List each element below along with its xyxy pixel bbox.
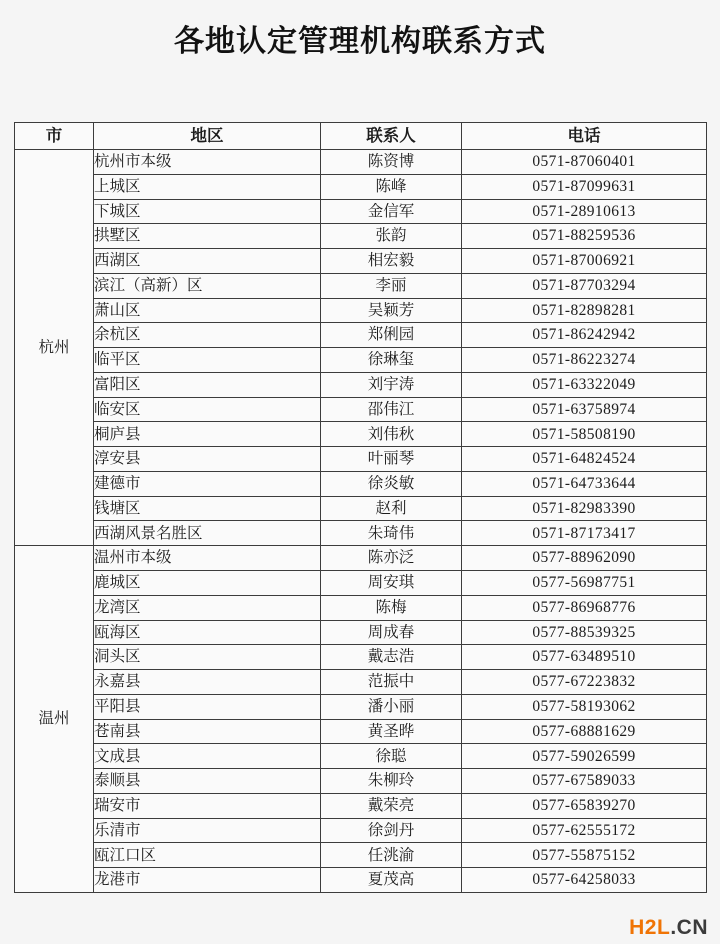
phone-cell: 0571-64824524 [462, 447, 707, 472]
table-header [15, 123, 707, 150]
table-row [15, 744, 707, 769]
phone-cell: 0577-55875152 [462, 843, 707, 868]
phone-cell: 0571-87006921 [462, 249, 707, 274]
phone-cell: 0571-87703294 [462, 273, 707, 298]
phone-cell: 0577-67589033 [462, 769, 707, 794]
contact-cell: 陈梅 [321, 595, 462, 620]
contact-cell: 周安琪 [321, 571, 462, 596]
table-row [15, 868, 707, 893]
table-row [15, 521, 707, 546]
table-row [15, 843, 707, 868]
contact-cell: 陈资博 [321, 150, 462, 175]
phone-cell: 0571-88259536 [462, 224, 707, 249]
contact-table [14, 122, 707, 893]
table-row [15, 174, 707, 199]
contact-cell: 金信军 [321, 199, 462, 224]
table-row [15, 199, 707, 224]
district-cell: 杭州市本级 [94, 150, 321, 175]
phone-cell: 0577-68881629 [462, 719, 707, 744]
contact-cell: 吴颖芳 [321, 298, 462, 323]
watermark-brand: H2L [629, 916, 671, 939]
district-cell: 西湖风景名胜区 [94, 521, 321, 546]
contact-cell: 陈峰 [321, 174, 462, 199]
contact-cell: 刘宇涛 [321, 372, 462, 397]
district-cell: 平阳县 [94, 694, 321, 719]
phone-cell: 0577-58193062 [462, 694, 707, 719]
table-row [15, 273, 707, 298]
phone-cell: 0577-63489510 [462, 645, 707, 670]
table-row [15, 397, 707, 422]
phone-cell: 0577-62555172 [462, 818, 707, 843]
phone-cell: 0577-88962090 [462, 546, 707, 571]
phone-cell: 0577-65839270 [462, 793, 707, 818]
table-row [15, 670, 707, 695]
watermark-suffix: .CN [670, 916, 708, 939]
contact-cell: 李丽 [321, 273, 462, 298]
district-cell: 上城区 [94, 174, 321, 199]
phone-cell: 0577-86968776 [462, 595, 707, 620]
contact-cell: 戴志浩 [321, 645, 462, 670]
district-cell: 苍南县 [94, 719, 321, 744]
district-cell: 钱塘区 [94, 496, 321, 521]
district-cell: 滨江（高新）区 [94, 273, 321, 298]
phone-cell: 0571-87060401 [462, 150, 707, 175]
table-row [15, 447, 707, 472]
phone-cell: 0571-64733644 [462, 471, 707, 496]
table-row [15, 249, 707, 274]
city-cell: 杭州 [15, 150, 94, 546]
district-cell: 临安区 [94, 397, 321, 422]
contact-cell: 叶丽琴 [321, 447, 462, 472]
phone-cell: 0571-87173417 [462, 521, 707, 546]
contact-cell: 徐炎敏 [321, 471, 462, 496]
district-cell: 永嘉县 [94, 670, 321, 695]
district-cell: 拱墅区 [94, 224, 321, 249]
district-cell: 瑞安市 [94, 793, 321, 818]
phone-cell: 0571-28910613 [462, 199, 707, 224]
table-row [15, 422, 707, 447]
header-district: 地区 [94, 123, 321, 150]
contact-cell: 赵利 [321, 496, 462, 521]
phone-cell: 0571-58508190 [462, 422, 707, 447]
district-cell: 萧山区 [94, 298, 321, 323]
contact-cell: 任洮渝 [321, 843, 462, 868]
district-cell: 临平区 [94, 348, 321, 373]
district-cell: 温州市本级 [94, 546, 321, 571]
table-row [15, 694, 707, 719]
contact-cell: 周成春 [321, 620, 462, 645]
phone-cell: 0571-86242942 [462, 323, 707, 348]
table-row [15, 348, 707, 373]
contact-cell: 朱柳玲 [321, 769, 462, 794]
table-row [15, 620, 707, 645]
contact-cell: 范振中 [321, 670, 462, 695]
contact-cell: 夏茂高 [321, 868, 462, 893]
district-cell: 下城区 [94, 199, 321, 224]
district-cell: 西湖区 [94, 249, 321, 274]
header-city: 市 [15, 123, 94, 150]
district-cell: 泰顺县 [94, 769, 321, 794]
phone-cell: 0571-86223274 [462, 348, 707, 373]
contact-cell: 戴荣亮 [321, 793, 462, 818]
table-row [15, 150, 707, 175]
phone-cell: 0577-67223832 [462, 670, 707, 695]
phone-cell: 0577-56987751 [462, 571, 707, 596]
table-row [15, 818, 707, 843]
district-cell: 瓯江口区 [94, 843, 321, 868]
table-row [15, 323, 707, 348]
table-row [15, 595, 707, 620]
district-cell: 桐庐县 [94, 422, 321, 447]
city-cell: 温州 [15, 546, 94, 893]
district-cell: 富阳区 [94, 372, 321, 397]
phone-cell: 0571-63322049 [462, 372, 707, 397]
contact-cell: 陈亦泛 [321, 546, 462, 571]
table-row [15, 571, 707, 596]
district-cell: 龙湾区 [94, 595, 321, 620]
phone-cell: 0577-88539325 [462, 620, 707, 645]
contact-cell: 朱琦伟 [321, 521, 462, 546]
table-row [15, 645, 707, 670]
phone-cell: 0571-63758974 [462, 397, 707, 422]
contact-cell: 相宏毅 [321, 249, 462, 274]
table-row [15, 471, 707, 496]
contact-cell: 刘伟秋 [321, 422, 462, 447]
phone-cell: 0577-59026599 [462, 744, 707, 769]
page-title: 各地认定管理机构联系方式 [174, 25, 546, 58]
district-cell: 龙港市 [94, 868, 321, 893]
district-cell: 建德市 [94, 471, 321, 496]
watermark [629, 916, 708, 940]
contact-cell: 郑俐园 [321, 323, 462, 348]
contact-cell: 徐琳玺 [321, 348, 462, 373]
phone-cell: 0571-87099631 [462, 174, 707, 199]
contact-cell: 张韵 [321, 224, 462, 249]
table-row [15, 372, 707, 397]
header-contact: 联系人 [321, 123, 462, 150]
district-cell: 鹿城区 [94, 571, 321, 596]
table-row [15, 298, 707, 323]
contact-cell: 徐聪 [321, 744, 462, 769]
table-row [15, 719, 707, 744]
district-cell: 文成县 [94, 744, 321, 769]
table-body [15, 150, 707, 893]
table-row [15, 769, 707, 794]
district-cell: 瓯海区 [94, 620, 321, 645]
phone-cell: 0571-82898281 [462, 298, 707, 323]
table-row [15, 546, 707, 571]
phone-cell: 0571-82983390 [462, 496, 707, 521]
header-phone: 电话 [462, 123, 707, 150]
district-cell: 淳安县 [94, 447, 321, 472]
contact-cell: 潘小丽 [321, 694, 462, 719]
table-row [15, 496, 707, 521]
district-cell: 乐清市 [94, 818, 321, 843]
phone-cell: 0577-64258033 [462, 868, 707, 893]
table-row [15, 793, 707, 818]
district-cell: 洞头区 [94, 645, 321, 670]
contact-cell: 黄圣晔 [321, 719, 462, 744]
contact-cell: 邵伟江 [321, 397, 462, 422]
table-row [15, 224, 707, 249]
header-row [15, 123, 707, 150]
district-cell: 余杭区 [94, 323, 321, 348]
contact-cell: 徐剑丹 [321, 818, 462, 843]
